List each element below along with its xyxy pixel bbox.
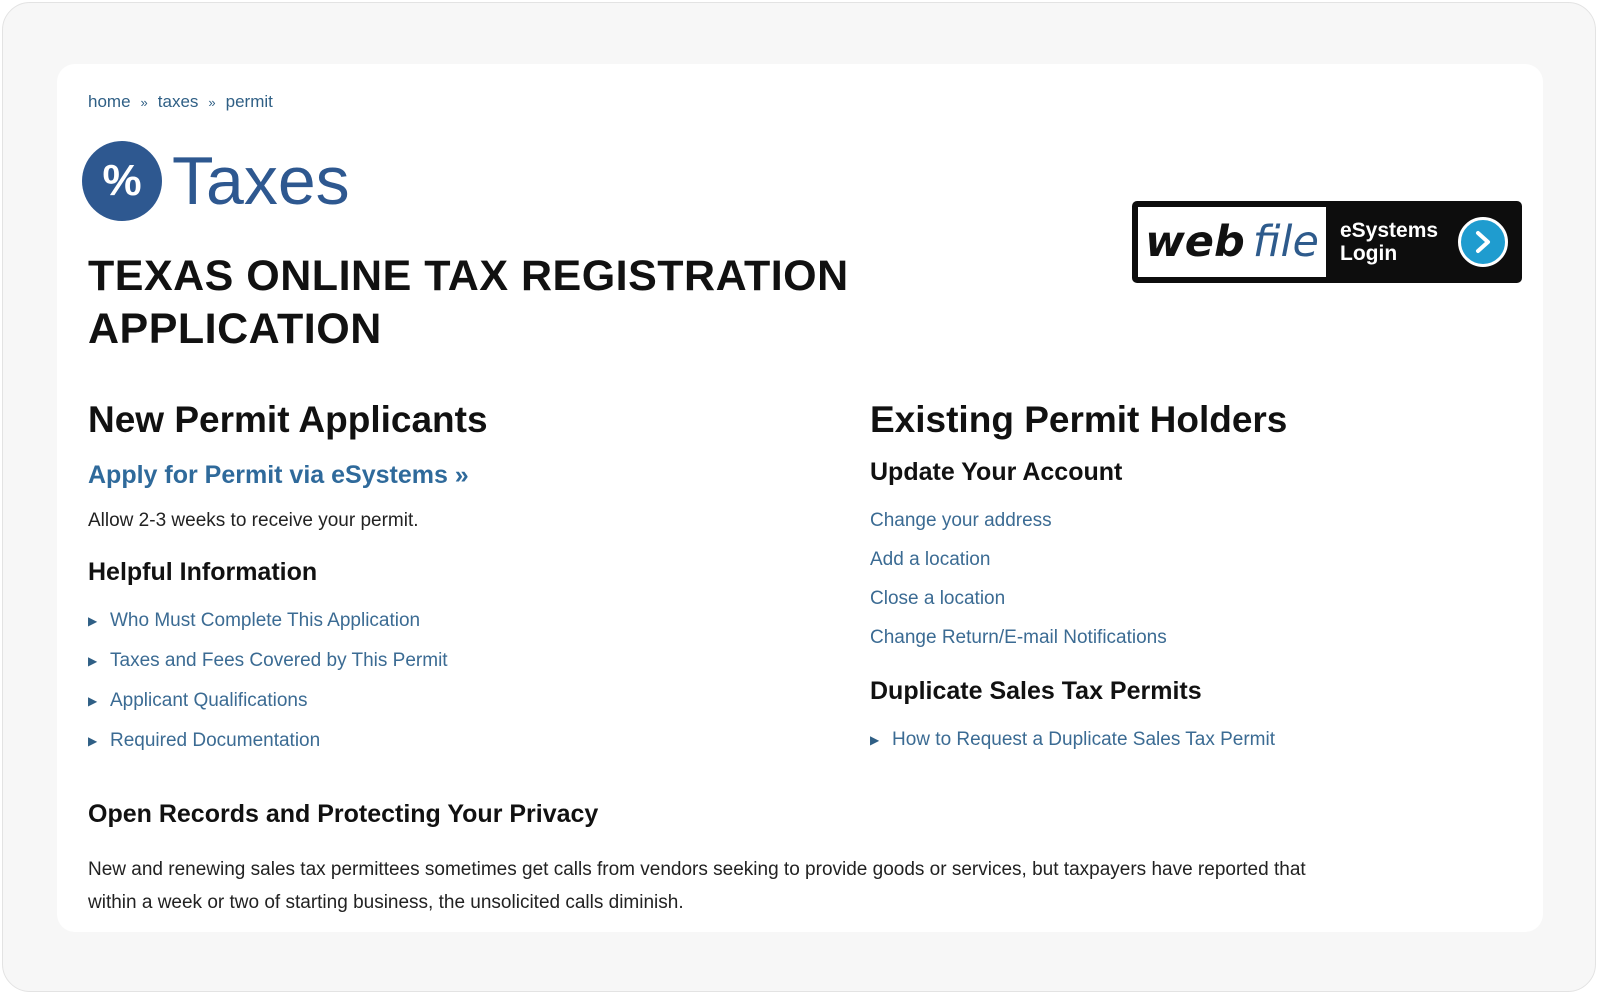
- helpful-link-applicant-qualifications[interactable]: Applicant Qualifications: [110, 690, 308, 711]
- allow-weeks-text: Allow 2-3 weeks to receive your permit.: [88, 510, 419, 531]
- apply-for-permit-link[interactable]: Apply for Permit via eSystems »: [88, 461, 469, 489]
- triangle-right-icon: ▶: [88, 694, 98, 708]
- breadcrumb: [88, 92, 273, 112]
- list-item: [88, 681, 808, 721]
- list-item: [88, 601, 808, 641]
- page-title: TEXAS ONLINE TAX REGISTRATION APPLICATION: [88, 252, 849, 353]
- add-location-link[interactable]: Add a location: [870, 548, 991, 570]
- new-permit-applicants-section: [88, 396, 808, 761]
- webfile-logo-file: file: [1252, 217, 1319, 267]
- breadcrumb-permit[interactable]: permit: [225, 92, 273, 111]
- close-location-link[interactable]: Close a location: [870, 587, 1006, 609]
- new-permit-applicants-heading: New Permit Applicants: [88, 399, 488, 440]
- privacy-text: New and renewing sales tax permittees sometimes get calls from vendors seeking to provide goods or services, but taxpayers have reported that within a week or two of starting business, the unsolicited calls diminish.: [88, 859, 1306, 913]
- change-notifications-link[interactable]: Change Return/E-mail Notifications: [870, 626, 1167, 648]
- change-address-link[interactable]: Change your address: [870, 509, 1052, 531]
- list-item: [870, 501, 1510, 540]
- list-item: [870, 618, 1510, 657]
- list-item: [88, 641, 808, 681]
- duplicate-permits-list: [870, 720, 1510, 760]
- helpful-link-required-documentation[interactable]: Required Documentation: [110, 730, 321, 751]
- request-duplicate-permit-link[interactable]: How to Request a Duplicate Sales Tax Permit: [892, 729, 1275, 750]
- update-your-account-heading: Update Your Account: [870, 458, 1123, 486]
- privacy-heading: Open Records and Protecting Your Privacy: [88, 800, 599, 828]
- list-item: [870, 720, 1510, 760]
- existing-permit-holders-heading: Existing Permit Holders: [870, 399, 1288, 440]
- webfile-logo: [1138, 207, 1326, 277]
- list-item: [870, 540, 1510, 579]
- breadcrumb-taxes[interactable]: taxes: [157, 92, 199, 111]
- helpful-link-taxes-and-fees[interactable]: Taxes and Fees Covered by This Permit: [110, 650, 448, 671]
- percent-icon: %: [82, 141, 162, 221]
- webfile-logo-web: web: [1145, 217, 1245, 267]
- triangle-right-icon: ▶: [88, 654, 98, 668]
- helpful-information-list: [88, 601, 808, 761]
- breadcrumb-separator: »: [140, 94, 148, 110]
- triangle-right-icon: ▶: [870, 733, 880, 747]
- list-item: [870, 579, 1510, 618]
- existing-permit-holders-section: [870, 396, 1510, 760]
- helpful-information-heading: Helpful Information: [88, 558, 318, 586]
- list-item: [88, 721, 808, 761]
- triangle-right-icon: ▶: [88, 614, 98, 628]
- breadcrumb-home[interactable]: home: [88, 92, 131, 111]
- taxes-logo: [82, 141, 350, 221]
- webfile-esystems-login-button[interactable]: [1132, 201, 1522, 283]
- helpful-link-who-must-complete[interactable]: Who Must Complete This Application: [110, 610, 421, 631]
- arrow-right-icon: [1458, 217, 1508, 267]
- breadcrumb-separator: »: [208, 94, 216, 110]
- update-account-list: [870, 501, 1510, 657]
- triangle-right-icon: ▶: [88, 734, 98, 748]
- duplicate-sales-tax-permits-heading: Duplicate Sales Tax Permits: [870, 677, 1202, 705]
- arrow-right-icon-svg: [1470, 229, 1496, 255]
- logo-text: Taxes: [172, 143, 350, 219]
- webfile-label: eSystems Login: [1340, 219, 1439, 265]
